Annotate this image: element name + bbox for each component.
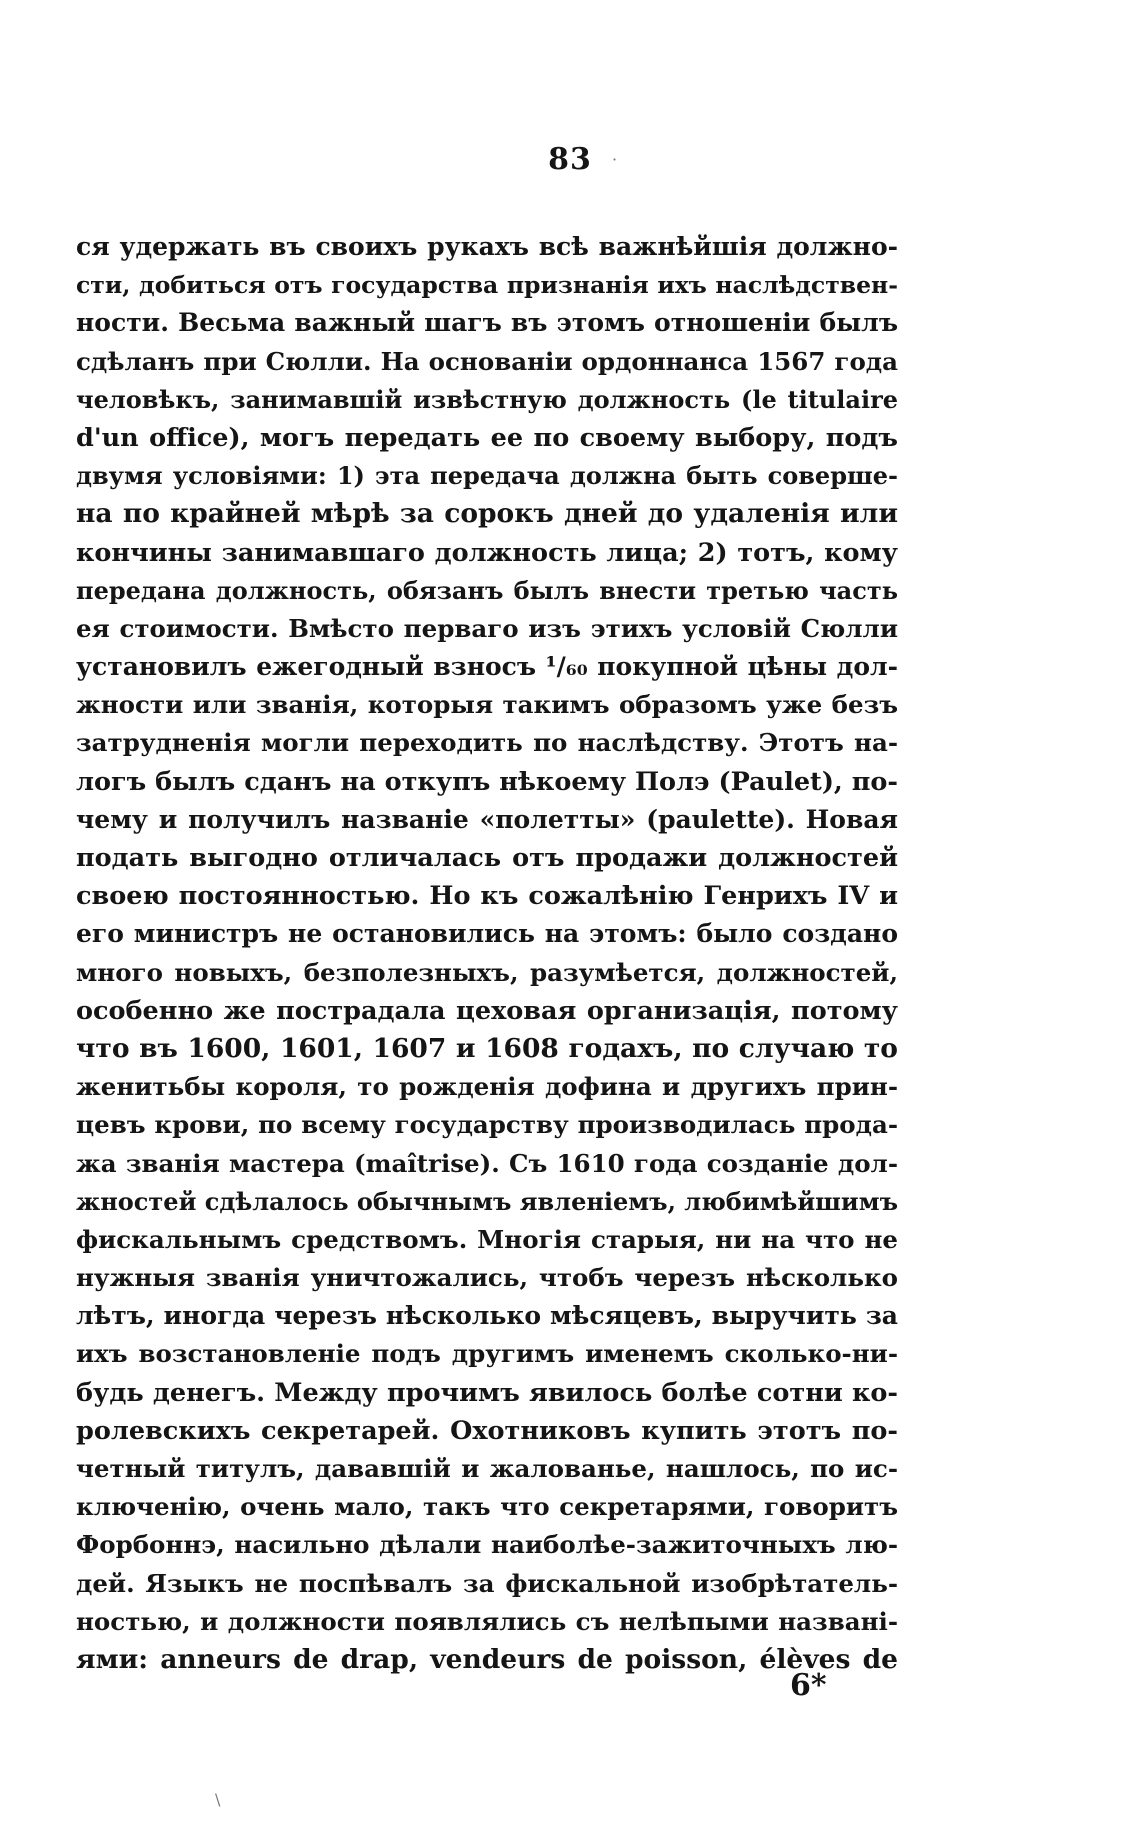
text-line: своею постоянностью. Но къ сожалѣнію Генрихъ IV и	[76, 881, 898, 912]
text-line: фискальнымъ средствомъ. Многія старыя, ни на что не	[76, 1224, 898, 1254]
text-line: сдѣланъ при Сюлли. На основанiи ордоннанса 1567 года	[76, 346, 898, 376]
text-line: четный титулъ, дававшій и жалованье, нашлось, по ис-	[76, 1454, 898, 1483]
text-line: ключенію, очень мало, такъ что секретарями, говоритъ	[76, 1492, 898, 1522]
text-line: что въ 1600, 1601, 1607 и 1608 годахъ, по случаю то	[76, 1032, 898, 1064]
text-line: цевъ крови, по всему государству производилась прода-	[76, 1110, 898, 1140]
text-line: логъ былъ сданъ на откупъ нѣкоему Полэ (Paulet), по-	[76, 766, 898, 797]
text-line: жа званія мастера (maîtrise). Съ 1610 года созданіе дол-	[76, 1148, 898, 1178]
body-text	[76, 228, 898, 1679]
print-speck: ·	[612, 150, 618, 169]
text-line: ями: anneurs de drap, vendeurs de poisson, élèves de	[76, 1643, 898, 1675]
text-line: человѣкъ, занимавшій извѣстную должность (le titulaire	[76, 384, 898, 414]
text-line: ся удержать въ своихъ рукахъ всѣ важнѣйшія должно-	[76, 232, 898, 261]
text-line: особенно же пострадала цеховая организація, потому	[76, 995, 898, 1026]
text-line: подать выгодно отличалась отъ продажи должностей	[76, 843, 898, 873]
text-line: ролевскихъ секретарей. Охотниковъ купить этотъ по-	[76, 1415, 898, 1446]
text-line: сти, добиться отъ государства признанія ихъ наслѣдствен-	[76, 271, 898, 300]
text-line: ности. Весьма важный шагъ въ этомъ отношенiи былъ	[76, 308, 898, 338]
signature-mark: 6*	[790, 1668, 827, 1703]
text-line: дей. Языкъ не поспѣвалъ за фискальной изобрѣтатель-	[76, 1568, 898, 1598]
text-line: затрудненія могли переходить по наслѣдству. Этотъ на-	[76, 728, 898, 758]
text-line: будь денегъ. Между прочимъ явилось болѣе сотни ко-	[76, 1377, 898, 1408]
text-line: передана должность, обязанъ былъ внести третью часть	[76, 575, 898, 605]
text-line: много новыхъ, безполезныхъ, разумѣется, должностей,	[76, 957, 898, 987]
text-line: лѣтъ, иногда черезъ нѣсколько мѣсяцевъ, выручить за	[76, 1301, 898, 1331]
text-line: чему и получилъ названіе «полетты» (paulette). Новая	[76, 804, 898, 834]
text-line: нужныя званія уничтожались, чтобъ черезъ нѣсколько	[76, 1263, 898, 1293]
text-line: ея стоимости. Вмѣсто перваго изъ этихъ условій Сюлли	[76, 613, 898, 643]
text-line: на по крайней мѣрѣ за сорокъ дней до удаленія или	[76, 498, 898, 530]
print-speck: \	[215, 1790, 221, 1809]
text-line: жности или званія, которыя такимъ образомъ уже безъ	[76, 690, 898, 720]
text-line: его министръ не остановились на этомъ: было создано	[76, 919, 898, 949]
text-line: ихъ возстановленіе подъ другимъ именемъ сколько-ни-	[76, 1339, 898, 1369]
text-line: ностью, и должности появлялись съ нелѣпыми названі-	[76, 1606, 898, 1636]
text-line: установилъ ежегодный взносъ ¹/₆₀ покупной цѣны дол-	[76, 652, 898, 682]
text-line: кончины занимавшаго должность лица; 2) тотъ, кому	[76, 537, 898, 568]
page-number: 83	[548, 142, 592, 177]
text-line: Форбоннэ, насильно дѣлали наиболѣе-зажиточныхъ лю-	[76, 1530, 898, 1560]
text-line: d'un office), могъ передать ее по своему выбору, подъ	[76, 422, 898, 453]
text-line: жностей сдѣлалось обычнымъ явленіемъ, любимѣйшимъ	[76, 1186, 898, 1216]
text-line: двумя условіями: 1) эта передача должна быть соверше-	[76, 461, 898, 491]
text-line: женитьбы короля, то рожденія дофина и другихъ прин-	[76, 1072, 898, 1102]
